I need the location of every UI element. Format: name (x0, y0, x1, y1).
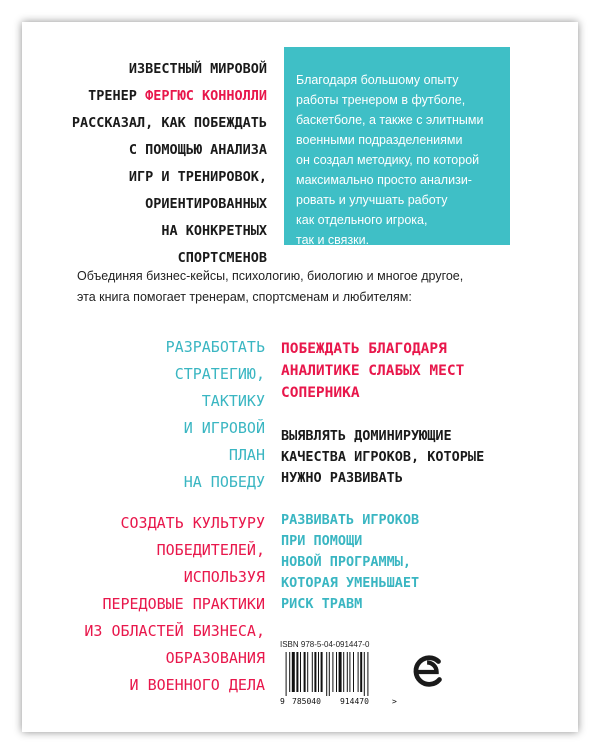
qualities-line: ВЫЯВЛЯТЬ ДОМИНИРУЮЩИЕ (281, 428, 452, 444)
culture-list (22, 510, 265, 699)
win-line: АНАЛИТИКЕ СЛАБЫХ МЕСТ (281, 363, 465, 379)
strategy-line: СТРАТЕГИЮ, (174, 365, 265, 383)
culture-line: ИЗ ОБЛАСТЕЙ БИЗНЕСА, (84, 622, 265, 640)
culture-line: ОБРАЗОВАНИЯ (165, 649, 265, 667)
paragraph-line: эта книга помогает тренерам, спортсменам и любителям: (77, 290, 412, 304)
isbn-block (280, 640, 401, 706)
barcode-bar (292, 652, 295, 692)
qualities-line: НУЖНО РАЗВИВАТЬ (281, 470, 403, 486)
box-line: так и связки. (296, 233, 370, 247)
isbn-first-digit: 9 (280, 697, 285, 706)
isbn-mark: > (392, 697, 397, 706)
box-line: Благодаря большому опыту (296, 73, 459, 87)
paragraph-line: Объединяя бизнес-кейсы, психологию, биологию и многое другое, (77, 269, 464, 283)
box-line: ровать и улучшать работу (296, 193, 448, 207)
isbn-digits (280, 697, 401, 706)
barcode-bar (300, 652, 301, 692)
barcode-bar (349, 652, 350, 692)
strategy-list (22, 334, 265, 496)
barcode-bar (347, 652, 348, 692)
barcode-bar (318, 652, 319, 692)
barcode-bar (360, 652, 362, 692)
strategy-line: И ИГРОВОЙ (183, 419, 265, 437)
barcode-bar (332, 652, 333, 692)
strategy-line: ТАКТИКУ (201, 392, 265, 410)
summary-paragraph (77, 266, 547, 308)
barcode-bar (304, 652, 306, 692)
intro-line: РАССКАЗАЛ, КАК ПОБЕЖДАТЬ (71, 115, 267, 131)
barcode-bar (367, 652, 368, 696)
culture-line: СОЗДАТЬ КУЛЬТУРУ (120, 514, 265, 532)
intro-line: НА КОНКРЕТНЫХ (161, 223, 267, 239)
publisher-logo-icon (410, 652, 448, 690)
intro-line (22, 83, 267, 110)
barcode-bar (296, 652, 298, 692)
barcode-bar (336, 652, 337, 692)
box-line: работы тренером в футболе, (296, 93, 466, 107)
win-line: СОПЕРНИКА (281, 385, 360, 401)
barcode-bar (289, 652, 290, 692)
box-line: как отдельного игрока, (296, 213, 428, 227)
box-line: он создал методику, по которой (296, 153, 480, 167)
intro-headline (22, 56, 267, 272)
barcode (280, 652, 401, 696)
author-name: ФЕРГЮС КОННОЛЛИ (145, 88, 267, 104)
barcode-bar (314, 652, 316, 692)
win-line: ПОБЕЖДАТЬ БЛАГОДАРЯ (281, 341, 447, 357)
development-line: ПРИ ПОМОЩИ (281, 533, 363, 549)
intro-line: ИЗВЕСТНЫЙ МИРОВОЙ (128, 61, 267, 77)
intro-line: ОРИЕНТИРОВАННЫХ (145, 196, 267, 212)
barcode-bar (286, 652, 287, 696)
experience-box (284, 47, 510, 245)
culture-line: ИСПОЛЬЗУЯ (183, 568, 265, 586)
development-line: РАЗВИВАТЬ ИГРОКОВ (281, 512, 420, 528)
barcode-bar (329, 652, 330, 696)
isbn-label: ISBN 978-5-04-091447-0 (280, 640, 370, 649)
culture-line: ПОБЕДИТЕЛЕЙ, (156, 541, 265, 559)
barcode-bar (307, 652, 308, 692)
strategy-line: НА ПОБЕДУ (183, 473, 265, 491)
isbn-group-1: 785040 (292, 697, 321, 706)
barcode-bar (326, 652, 327, 696)
book-back-cover (22, 22, 578, 732)
barcode-bar (353, 652, 354, 692)
barcode-bar (339, 652, 342, 692)
qualities-line: КАЧЕСТВА ИГРОКОВ, КОТОРЫЕ (281, 449, 485, 465)
strategy-line: РАЗРАБОТАТЬ (165, 338, 265, 356)
barcode-bar (358, 652, 359, 692)
player-development-block (281, 510, 419, 615)
intro-word: ТРЕНЕР (88, 88, 137, 104)
development-line: РИСК ТРАВМ (281, 596, 363, 612)
intro-line: ИГР И ТРЕНИРОВОК, (128, 169, 267, 185)
box-line: военными подразделениями (296, 133, 463, 147)
box-line: баскетболе, а также с элитными (296, 113, 484, 127)
intro-line: СПОРТСМЕНОВ (177, 250, 267, 266)
culture-line: ПЕРЕДОВЫЕ ПРАКТИКИ (102, 595, 265, 613)
barcode-bar (364, 652, 365, 696)
development-line: НОВОЙ ПРОГРАММЫ, (281, 554, 412, 570)
barcode-bar (343, 652, 344, 692)
culture-line: И ВОЕННОГО ДЕЛА (129, 676, 265, 694)
strategy-line: ПЛАН (228, 446, 265, 464)
box-line: максимально просто анализи- (296, 173, 472, 187)
barcode-bar (312, 652, 313, 692)
intro-line: С ПОМОЩЬЮ АНАЛИЗА (128, 142, 267, 158)
win-analytics-block (281, 338, 464, 404)
player-qualities-block (281, 426, 484, 489)
development-line: КОТОРАЯ УМЕНЬШАЕТ (281, 575, 420, 591)
barcode-bar (321, 652, 323, 692)
isbn-group-2: 914470 (340, 697, 369, 706)
